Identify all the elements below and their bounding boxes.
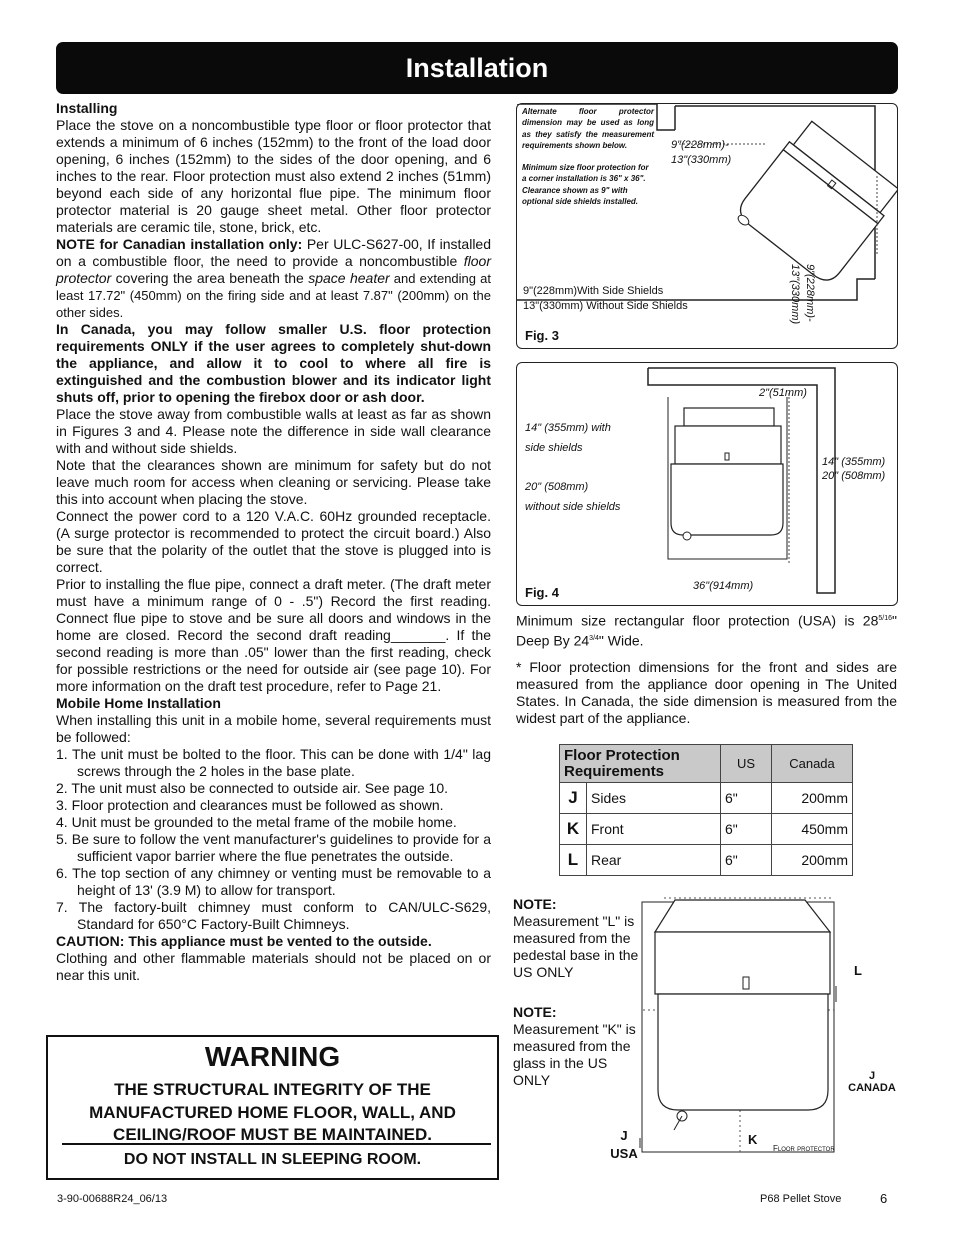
fig3-dim-right: 9"(228mm)- 13"(330mm) [789, 264, 816, 325]
canada-note-text-1: Per ULC-S627-00, If installed on a combustible floor, the need to provide a noncombustible [56, 236, 492, 269]
paragraph-clearance: Place the stove away from combustible walls at least as far as shown in Figures 3 and 4. Please note the difference in side wall clearance with and without side shields. [56, 406, 491, 456]
fig4-left-3: 20" (508mm) [525, 481, 589, 493]
canada-note-text-3: and extending at least 17.72" (450mm) on the firing side and at least 7.87" (200mm) on the other sides. [56, 271, 491, 320]
caution-text: CAUTION: This appliance must be vented to the outside. [56, 933, 432, 949]
canada-note-text-2: covering the area beneath the [111, 270, 309, 286]
list-item: 4. Unit must be grounded to the metal frame of the mobile home. [56, 814, 457, 830]
list-item: 3. Floor protection and clearances must be followed as shown. [56, 797, 444, 813]
row-key: J [560, 783, 587, 814]
stove-floor-diagram [600, 890, 900, 1160]
row-us: 6" [721, 814, 772, 845]
fig4-top-dim: 2"(51mm) [759, 387, 807, 399]
min-size-part-3: " Wide. [598, 632, 644, 649]
min-size-sup-2: 3/4 [589, 634, 599, 642]
row-label: Front [587, 814, 721, 845]
row-key: L [560, 845, 587, 876]
label-k: K [748, 1132, 758, 1147]
doc-number: 3-90-00688R24_06/13 [57, 1193, 168, 1205]
table-header: Floor Protection Requirements [560, 745, 721, 783]
note-k-label: NOTE: [513, 1004, 557, 1020]
paragraph-canada-note [56, 236, 491, 321]
table-header-row [560, 745, 853, 783]
table-row [560, 783, 853, 814]
page-number: 6 [880, 1191, 888, 1206]
fig3-label: Fig. 3 [525, 328, 559, 343]
fig4-bottom-dim: 36"(914mm) [693, 580, 754, 592]
label-j-usa-letter: J [620, 1128, 628, 1143]
fig3-note-2: Minimum size floor protection for a corner installation is 36" x 36". Clearance shown as 9" with optional side shields installed. [522, 163, 649, 206]
floor-protection-table [559, 744, 853, 876]
label-l: L [854, 963, 862, 978]
warning-footer: DO NOT INSTALL IN SLEEPING ROOM. [123, 1151, 422, 1168]
stove-icon [671, 408, 783, 540]
table-row [560, 845, 853, 876]
min-size-sup-1: 5/16 [878, 615, 893, 622]
table-row [560, 814, 853, 845]
list-item: 2. The unit must also be connected to outside air. See page 10. [56, 780, 449, 796]
note-k-text: Measurement "K" is measured from the glass in the US ONLY [513, 1021, 636, 1088]
paragraph-floor-protection: Place the stove on a noncombustible type floor or floor protector that extends a minimum of 6 inches (152mm) to the front of the load door opening, 6 inches (152mm) to the sides of the door opening, and 6 inches to the rear. Floor protection must also extend 2 inches (51mm) beyond each side of any horizontal flue pipe. The minimum floor protector material is 20 gauge sheet metal. Other floor protector materials are ceramic tile, stone, brick, etc. [56, 117, 491, 235]
label-floor-protector: Floor protector [773, 1144, 835, 1153]
mobile-heading: Mobile Home Installation [56, 695, 221, 711]
min-size-part-1: Minimum size rectangular floor protection (USA) is 28 [516, 612, 879, 629]
note-l-text: Measurement "L" is measured from the pedestal base in the US ONLY [513, 913, 639, 980]
fig4-left-1: 14" (355mm) with [525, 422, 611, 434]
figure-3 [516, 103, 898, 349]
fig4-label: Fig. 4 [525, 585, 559, 600]
warning-body: THE STRUCTURAL INTEGRITY OF THE MANUFACTURED HOME FLOOR, WALL, AND CEILING/ROOF MUST BE MAINTAINED. [89, 1080, 456, 1144]
col-us: US [721, 745, 772, 783]
label-j-usa-text: USA [610, 1146, 638, 1161]
label-j-usa [604, 1127, 644, 1163]
fig4-left-2: side shields [525, 442, 583, 454]
figure-4 [516, 362, 898, 606]
canada-note-label: NOTE for Canadian installation only: [56, 236, 303, 252]
closing-text: Clothing and other flammable materials should not be placed on or near this unit. [56, 950, 491, 983]
canada-note-em-1: floor protector [56, 253, 491, 286]
fig4-right-2: 20" (508mm) [822, 470, 886, 482]
fig3-dim-bottom-2: 13"(330mm) Without Side Shields [523, 300, 688, 312]
row-canada: 200mm [772, 845, 853, 876]
fig3-dim-top: 9"(228mm)- 13"(330mm) [671, 139, 732, 166]
row-us: 6" [721, 845, 772, 876]
mobile-requirements-list [56, 746, 491, 933]
installation-text [56, 100, 491, 984]
paragraph-minimum-clearance: Note that the clearances shown are minimum for safety but do not leave much room for access when cleaning or servicing. Please take this into account when placing the stove. [56, 457, 491, 507]
fig3-dim-bottom-1: 9"(228mm)With Side Shields [523, 285, 664, 297]
paragraph-power-cord: Connect the power cord to a 120 V.A.C. 60Hz grounded receptacle. (A surge protector is recommended to protect the circuit board.) Also be sure that the polarity of the outlet that the stove is plugged into is correct. [56, 508, 491, 575]
product-name: P68 Pellet Stove [760, 1193, 842, 1205]
fig4-left-4: without side shields [525, 501, 621, 513]
col-canada: Canada [772, 745, 853, 783]
min-size-part-2: " Deep By 24 [516, 612, 897, 649]
warning-box [46, 1035, 499, 1180]
note-l-label: NOTE: [513, 896, 557, 912]
paragraph-canada-bold: In Canada, you may follow smaller U.S. floor protection requirements ONLY if the user agrees to completely shut-down the appliance, and allow it to cool to where all fire is extinguished and the combustion blower and its indicator light shuts off, prior to opening the firebox door or ash door. [56, 321, 491, 405]
list-item: 5. Be sure to follow the vent manufacturer's guidelines to provide for a sufficient vapor barrier where the flue penetrates the outside. [56, 831, 491, 864]
list-item: 6. The top section of any chimney or venting must be removable to a height of 13' (3.9 M) to allow for transport. [56, 865, 491, 898]
label-j-canada-letter: J [868, 1070, 876, 1082]
page-title: Installation [56, 42, 898, 94]
fig4-right-1: 14" (355mm) [822, 456, 886, 468]
warning-title: WARNING [204, 1041, 341, 1072]
min-size-text [516, 610, 897, 649]
mobile-intro: When installing this unit in a mobile home, several requirements must be followed: [56, 712, 491, 745]
installing-heading: Installing [56, 100, 118, 116]
warning-divider [62, 1143, 491, 1145]
fig3-note: Alternate floor protector dimension may be used as long as they satisfy the measurement requirements shown below. [522, 107, 654, 150]
canada-note-em-2: space heater [308, 270, 390, 286]
label-j-canada-text: CANADA [848, 1082, 896, 1094]
row-canada: 450mm [772, 814, 853, 845]
row-label: Rear [587, 845, 721, 876]
list-item: 1. The unit must be bolted to the floor. This can be done with 1/4" lag screws through the 2 holes in the base plate. [56, 746, 491, 779]
floor-protection-note: * Floor protection dimensions for the front and sides are measured from the appliance door opening in The United States. In Canada, the side dimension is measured from the widest part of the appliance. [516, 659, 897, 726]
row-key: K [560, 814, 587, 845]
row-us: 6" [721, 783, 772, 814]
row-label: Sides [587, 783, 721, 814]
paragraph-draft-meter: Prior to installing the flue pipe, connect a draft meter. (The draft meter must have a minimum range of 0 - .5") Record the first reading. Connect flue pipe to stove and be sure all doors and windows in the home are closed. Record the second draft reading_______. If the second reading is more than .05" lower than the first reading, check for possible restrictions or the need for outside air (see page 10). For more information on the draft test procedure, refer to Page 21. [56, 576, 491, 694]
list-item: 7. The factory-built chimney must conform to CAN/ULC-S629, Standard for 650°C Factory-Built Chimneys. [56, 899, 491, 932]
label-j-canada [844, 1070, 900, 1094]
row-canada: 200mm [772, 783, 853, 814]
